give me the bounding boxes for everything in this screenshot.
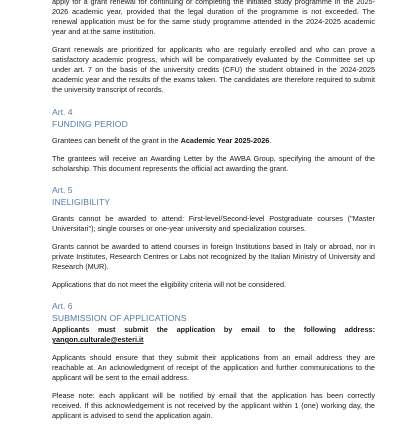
article-5-paragraph-3: Applications that do not meet the eligibility criteria will not be considered. [52,280,287,289]
article-5-paragraph-2: Grants cannot be awarded to attend courses in foreign Institutions based in Italy or abroad, nor in private Institutes, Research Centres or Labs not recognized by the Italian Ministry of University and Research (MUR). [52,242,375,271]
article-4-p1-prefix: Grantees can benefit of the grant in the [52,136,181,145]
article-5-paragraph-1: Grants cannot be awarded to attend: First-level/Second-level Postgraduate courses ("Master Universitari"); single courses or one-year university and specialization courses. [52,214,375,233]
article-5-title: INELIGIBILITY [52,197,111,207]
article-6-title: SUBMISSION OF APPLICATIONS [52,313,187,323]
article-6-number: Art. 6 [52,301,73,311]
article-6-paragraph-1: Applicants must submit the application by email to the following address: [52,325,375,334]
academic-year-bold: Academic Year 2025-2026 [180,136,270,145]
article-4-p1-suffix: . [269,136,272,145]
article-4-title: FUNDING PERIOD [52,119,128,129]
article-4-paragraph-2: The grantees will receive an Awarding Letter by the AWBA Group, specifying the amount of the scholarship. This document represents the official act awarding the grant. [52,154,375,173]
article-4-number: Art. 4 [52,107,73,117]
email-line [52,335,375,345]
article-5-number: Art. 5 [52,185,73,195]
renewal-paragraph: Grant renewals are prioritized for applicants who are regularly enrolled and who can prove a satisfactory academic progress, which will be comparatively evaluated by the Committee set up under art. 7 on the basis of the university credits (CFU) the student obtained in the 2024-2025 academic year and the results of the exams taken. The candidates are therefore required to submit the university transcript of records. [52,45,375,94]
article-6-paragraph-2: Applicants should ensure that they submit their applications from an email address they are reachable at. An acknowledgment of receipt of the application and further communications to the applicant will be sent to the email address. [52,353,375,382]
article-4-paragraph-1 [52,136,375,146]
article-6-paragraph-3: Please note: each applicant will be notified by email that the application has been correctly received. If this acknowledgement is not received by the applicant within 1 (one) working day, the applicant is advised to send the application again. [52,391,375,420]
email-link[interactable]: yangon.culturale@esteri.it [52,335,144,344]
intro-paragraph: apply for a grant renewal for continuing or completing the initiated study programme in the 2025-2026 academic year, provided that the legal duration of the programme is not exceeded. The renewal application must be for the same study programme attended in the 2024-2025 academic year and at the same institution. [52,0,375,36]
